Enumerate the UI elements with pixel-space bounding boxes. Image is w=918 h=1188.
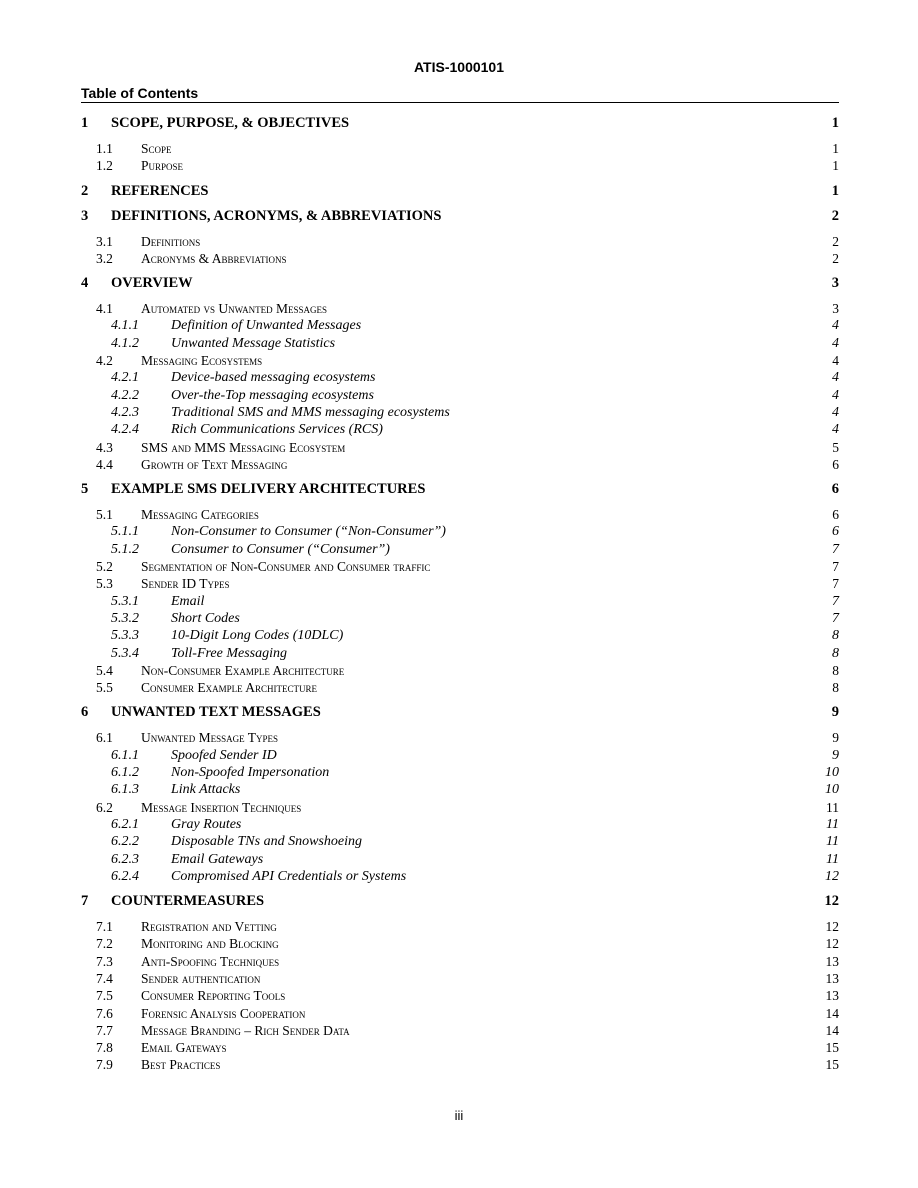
toc-entry-title: Non-Consumer to Consumer (“Non-Consumer”) (171, 524, 446, 540)
toc-entry-page: 1 (832, 158, 839, 174)
toc-entry-3-1[interactable] (81, 233, 839, 250)
toc-entry-title: Forensic Analysis Cooperation (141, 1005, 306, 1021)
toc-entry-page: 12 (825, 919, 839, 935)
toc-entry-page: 12 (825, 936, 839, 952)
document-id: ATIS-1000101 (413, 59, 504, 75)
toc-entry-page: 11 (826, 816, 839, 832)
toc-entry-number: 4.1.2 (111, 335, 139, 351)
toc-entry-title: Best Practices (141, 1057, 221, 1073)
toc-entry-number: 6.2.1 (111, 816, 139, 832)
toc-entry-page: 6 (832, 456, 839, 472)
toc-entry-number: 1.2 (96, 158, 113, 174)
toc-entry-4-4[interactable] (81, 456, 839, 473)
toc-entry-title: Definitions (141, 233, 201, 249)
toc-entry-number: 5 (81, 481, 89, 498)
toc-entry-page: 2 (831, 207, 839, 224)
toc-entry-6-2-3[interactable] (81, 851, 839, 868)
toc-entry-number: 5.1.1 (111, 524, 139, 540)
toc-entry-number: 6.1.2 (111, 765, 139, 781)
toc-entry-7[interactable] (81, 893, 839, 910)
toc-entry-number: 7.7 (96, 1022, 113, 1038)
toc-entry-4-1-2[interactable] (81, 335, 839, 352)
toc-entry-5-3-3[interactable] (81, 627, 839, 644)
toc-entry-5[interactable] (81, 481, 839, 498)
toc-entry-page: 6 (832, 524, 839, 540)
toc-entry-4-3[interactable] (81, 439, 839, 456)
toc-entry-page: 12 (824, 893, 839, 910)
toc-entry-title: Scope (141, 141, 172, 156)
toc-entry-title: Compromised API Credentials or Systems (171, 868, 407, 884)
toc-entry-title: Non-Spoofed Impersonation (171, 765, 330, 781)
toc-entry-title: Email Gateways (141, 1040, 227, 1056)
toc-entry-page: 4 (832, 353, 839, 369)
toc-entry-title: Consumer Example Architecture (141, 680, 318, 696)
toc-entry-page: 3 (832, 301, 839, 317)
toc-entry-number: 4.2.2 (111, 387, 139, 403)
toc-entry-3-2[interactable] (81, 250, 839, 267)
toc-entry-number: 5.5 (96, 680, 113, 696)
toc-entry-1-1[interactable] (81, 140, 839, 157)
toc-entry-number: 4.2.1 (111, 370, 139, 386)
toc-entry-7-1[interactable] (81, 918, 839, 935)
toc-entry-number: 6.2 (96, 799, 113, 815)
toc-entry-number: 7.6 (96, 1005, 113, 1021)
toc-entry-page: 15 (825, 1040, 839, 1056)
toc-entry-page: 14 (825, 1005, 839, 1021)
toc-entry-title: Toll-Free Messaging (171, 645, 288, 661)
toc-entry-page: 8 (832, 680, 839, 696)
toc-entry-7-4[interactable] (81, 970, 839, 987)
toc-entry-page: 4 (832, 404, 839, 420)
toc-entry-page: 4 (832, 318, 839, 334)
toc-entry-5-3-2[interactable] (81, 610, 839, 627)
toc-entry-3[interactable] (81, 208, 839, 225)
toc-entry-number: 5.3 (96, 576, 113, 592)
toc-entry-page: 6 (832, 507, 839, 523)
toc-entry-page: 10 (825, 782, 839, 798)
toc-entry-5-3-1[interactable] (81, 593, 839, 610)
toc-entry-page: 2 (832, 233, 839, 249)
toc-entry-title: REFERENCES (111, 182, 209, 199)
toc-entry-number: 6.1.1 (111, 747, 139, 763)
toc-entry-5-2[interactable] (81, 558, 839, 575)
toc-entry-title: Monitoring and Blocking (141, 936, 279, 952)
toc-entry-6-1-3[interactable] (81, 781, 839, 798)
toc-entry-page: 7 (832, 559, 839, 575)
toc-entry-4-2[interactable] (81, 352, 839, 369)
toc-entry-title: Non-Consumer Example Architecture (141, 662, 345, 678)
toc-entry-7-2[interactable] (81, 935, 839, 952)
toc-entry-number: 4.2 (96, 353, 113, 369)
toc-entry-title: Short Codes (171, 610, 240, 626)
table-of-contents (81, 108, 839, 1074)
toc-entry-page: 7 (832, 576, 839, 592)
toc-entry-6-1[interactable] (81, 729, 839, 746)
toc-entry-number: 7.1 (96, 919, 113, 935)
toc-entry-page: 9 (832, 730, 839, 746)
toc-entry-4-2-4[interactable] (81, 421, 839, 438)
toc-entry-title: Consumer Reporting Tools (141, 988, 286, 1004)
toc-entry-page: 1 (831, 115, 839, 131)
toc-entry-page: 14 (825, 1022, 839, 1038)
toc-entry-number: 7.3 (96, 953, 113, 969)
toc-entry-page: 12 (825, 868, 839, 884)
toc-entry-number: 2 (81, 182, 89, 199)
toc-entry-page: 4 (832, 335, 839, 351)
toc-entry-page: 6 (831, 481, 839, 498)
toc-entry-number: 3.2 (96, 250, 113, 266)
toc-entry-number: 6.2.4 (111, 868, 139, 884)
page-number: iii (454, 1108, 464, 1123)
toc-entry-5-1-1[interactable] (81, 523, 839, 540)
toc-entry-6-2-4[interactable] (81, 868, 839, 885)
toc-entry-title: Traditional SMS and MMS messaging ecosystems (171, 404, 450, 420)
toc-entry-number: 3.1 (96, 233, 113, 249)
toc-entry-title: Disposable TNs and Snowshoeing (171, 834, 362, 850)
toc-entry-page: 1 (832, 141, 839, 156)
toc-entry-number: 4.2.3 (111, 404, 139, 420)
toc-entry-6-1-1[interactable] (81, 747, 839, 764)
toc-entry-1-2[interactable] (81, 157, 839, 174)
toc-entry-title: SCOPE, PURPOSE, & OBJECTIVES (111, 115, 350, 131)
toc-entry-7-5[interactable] (81, 987, 839, 1004)
toc-entry-page: 11 (826, 799, 839, 815)
toc-entry-page: 4 (832, 387, 839, 403)
toc-entry-title: Over-the-Top messaging ecosystems (171, 387, 374, 403)
toc-entry-number: 4.3 (96, 439, 113, 455)
toc-entry-6[interactable] (81, 704, 839, 721)
toc-entry-5-1[interactable] (81, 506, 839, 523)
toc-entry-page: 7 (832, 610, 839, 626)
toc-entry-number: 5.1 (96, 507, 113, 523)
toc-entry-title: Email Gateways (171, 851, 264, 867)
toc-entry-number: 6.1 (96, 730, 113, 746)
toc-entry-page: 13 (825, 988, 839, 1004)
toc-entry-page: 3 (831, 275, 839, 292)
toc-entry-number: 4.2.4 (111, 422, 139, 438)
toc-entry-6-2-2[interactable] (81, 833, 839, 850)
toc-entry-number: 6.2.2 (111, 834, 139, 850)
toc-entry-4-2-2[interactable] (81, 387, 839, 404)
toc-entry-number: 5.2 (96, 559, 113, 575)
toc-entry-title: Sender authentication (141, 970, 261, 986)
toc-entry-number: 7.9 (96, 1057, 113, 1073)
toc-entry-page: 7 (832, 541, 839, 557)
toc-entry-number: 5.4 (96, 662, 113, 678)
toc-entry-page: 13 (825, 970, 839, 986)
toc-entry-page: 8 (832, 662, 839, 678)
toc-entry-title: Purpose (141, 158, 184, 174)
toc-entry-title: Consumer to Consumer (“Consumer”) (171, 541, 390, 557)
toc-entry-page: 9 (832, 747, 839, 763)
toc-entry-title: Gray Routes (171, 816, 242, 832)
toc-entry-title: SMS and MMS Messaging Ecosystem (141, 439, 346, 455)
toc-entry-5-1-2[interactable] (81, 541, 839, 558)
toc-entry-title: Rich Communications Services (RCS) (171, 422, 383, 438)
toc-entry-title: Registration and Vetting (141, 919, 277, 935)
toc-entry-title: COUNTERMEASURES (111, 893, 265, 910)
toc-entry-7-7[interactable] (81, 1022, 839, 1039)
toc-entry-page: 15 (825, 1057, 839, 1073)
toc-entry-6-2[interactable] (81, 799, 839, 816)
toc-entry-title: Acronyms & Abbreviations (141, 250, 287, 266)
toc-entry-title: Messaging Ecosystems (141, 353, 263, 369)
toc-entry-title: 10-Digit Long Codes (10DLC) (171, 628, 344, 644)
toc-entry-page: 4 (832, 422, 839, 438)
toc-entry-title: Message Branding – Rich Sender Data (141, 1022, 350, 1038)
toc-entry-title: Message Insertion Techniques (141, 799, 302, 815)
toc-entry-title: Spoofed Sender ID (171, 747, 277, 763)
toc-entry-number: 4.4 (96, 456, 113, 472)
toc-entry-number: 5.3.1 (111, 593, 139, 609)
toc-entry-number: 1 (81, 115, 89, 131)
toc-entry-number: 4.1.1 (111, 318, 139, 334)
toc-entry-number: 7.5 (96, 988, 113, 1004)
toc-entry-number: 5.3.2 (111, 610, 139, 626)
toc-entry-title: Email (171, 593, 205, 609)
toc-entry-4-1[interactable] (81, 300, 839, 317)
toc-entry-page: 4 (832, 370, 839, 386)
toc-entry-2[interactable] (81, 183, 839, 200)
toc-entry-page: 11 (826, 851, 839, 867)
toc-entry-1[interactable] (81, 115, 839, 132)
toc-entry-number: 1.1 (96, 141, 113, 156)
toc-entry-number: 6 (81, 704, 89, 721)
toc-entry-page: 8 (832, 645, 839, 661)
toc-entry-number: 5.1.2 (111, 541, 139, 557)
toc-entry-number: 7.2 (96, 936, 113, 952)
toc-entry-title: Messaging Categories (141, 507, 259, 523)
toc-entry-5-4[interactable] (81, 662, 839, 679)
toc-entry-title: Automated vs Unwanted Messages (141, 301, 327, 317)
toc-entry-title: DEFINITIONS, ACRONYMS, & ABBREVIATIONS (111, 207, 442, 224)
toc-entry-number: 4.1 (96, 301, 113, 317)
toc-entry-title: Unwanted Message Statistics (171, 335, 336, 351)
toc-entry-number: 7.8 (96, 1040, 113, 1056)
toc-heading: Table of Contents (81, 85, 839, 103)
toc-entry-number: 7 (81, 893, 89, 910)
toc-entry-title: Segmentation of Non-Consumer and Consumer traffic (141, 559, 431, 575)
toc-entry-page: 11 (826, 834, 839, 850)
toc-entry-title: EXAMPLE SMS DELIVERY ARCHITECTURES (111, 481, 426, 498)
toc-entry-title: OVERVIEW (111, 275, 193, 292)
toc-entry-4-1-1[interactable] (81, 317, 839, 334)
toc-entry-title: Device-based messaging ecosystems (171, 370, 376, 386)
toc-entry-title: Definition of Unwanted Messages (171, 318, 362, 334)
toc-entry-page: 1 (831, 182, 839, 199)
toc-entry-page: 13 (825, 953, 839, 969)
toc-entry-number: 7.4 (96, 970, 113, 986)
toc-entry-page: 10 (825, 765, 839, 781)
toc-entry-4[interactable] (81, 275, 839, 292)
toc-entry-4-2-1[interactable] (81, 369, 839, 386)
toc-entry-title: Unwanted Message Types (141, 730, 279, 746)
toc-entry-title: Growth of Text Messaging (141, 456, 288, 472)
toc-entry-title: UNWANTED TEXT MESSAGES (111, 704, 321, 721)
toc-entry-page: 9 (831, 704, 839, 721)
toc-entry-number: 4 (81, 275, 89, 292)
toc-entry-6-2-1[interactable] (81, 816, 839, 833)
toc-entry-title: Anti-Spoofing Techniques (141, 953, 280, 969)
toc-entry-number: 6.1.3 (111, 782, 139, 798)
toc-entry-title: Link Attacks (171, 782, 241, 798)
toc-entry-number: 5.3.4 (111, 645, 139, 661)
toc-entry-number: 3 (81, 207, 89, 224)
toc-entry-5-3-4[interactable] (81, 645, 839, 662)
toc-entry-title: Sender ID Types (141, 576, 230, 592)
toc-entry-page: 2 (832, 250, 839, 266)
toc-entry-5-3[interactable] (81, 575, 839, 592)
toc-entry-page: 5 (832, 439, 839, 455)
toc-entry-7-6[interactable] (81, 1005, 839, 1022)
toc-entry-7-3[interactable] (81, 953, 839, 970)
toc-entry-number: 5.3.3 (111, 628, 139, 644)
toc-entry-5-5[interactable] (81, 679, 839, 696)
toc-entry-7-9[interactable] (81, 1056, 839, 1073)
toc-entry-6-1-2[interactable] (81, 764, 839, 781)
toc-entry-page: 8 (832, 628, 839, 644)
toc-entry-4-2-3[interactable] (81, 404, 839, 421)
toc-entry-number: 6.2.3 (111, 851, 139, 867)
toc-entry-page: 7 (832, 593, 839, 609)
toc-entry-7-8[interactable] (81, 1039, 839, 1056)
